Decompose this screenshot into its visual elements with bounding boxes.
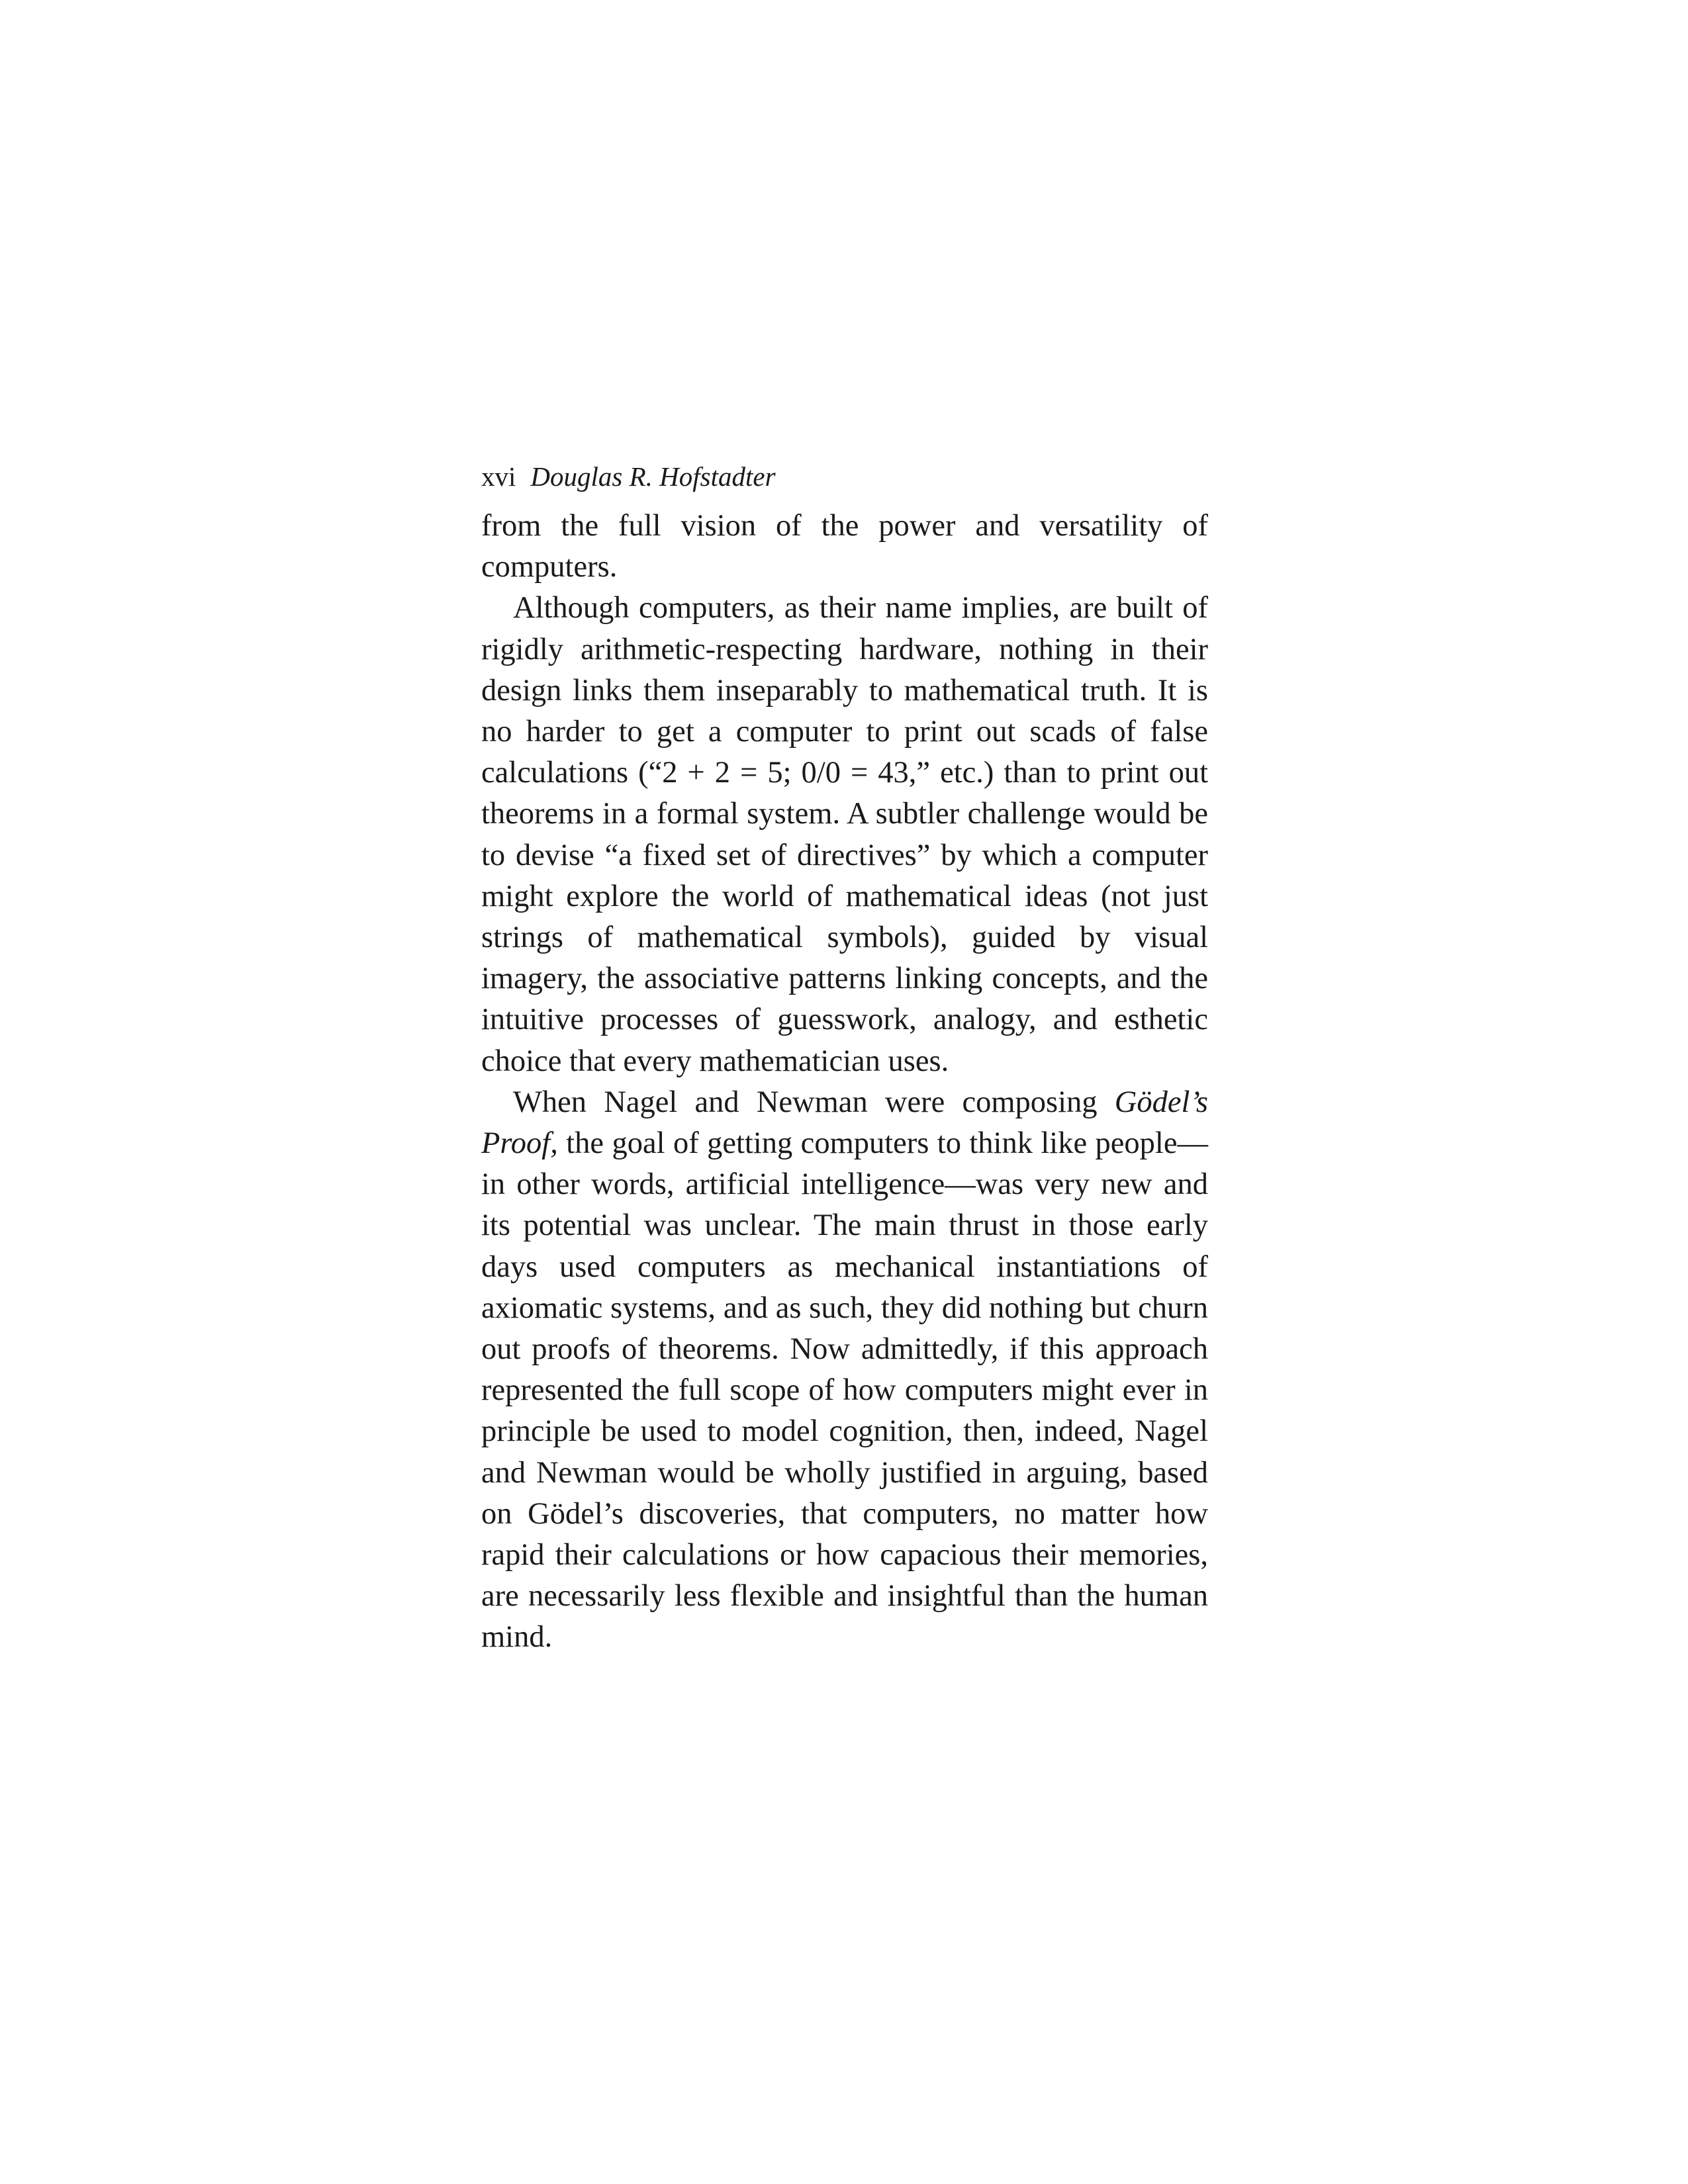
running-head-author: Douglas R. Hofstadter	[530, 461, 776, 492]
page-number: xvi	[481, 461, 516, 492]
book-title: Gödel’s Proof,	[481, 1085, 1208, 1161]
paragraph-lead: When Nagel and Newman were composing	[513, 1085, 1115, 1119]
paragraph-nagel-newman	[481, 1082, 1208, 1659]
paragraph-computers-arithmetic: Although computers, as their name implies, are built of rigidly arithmetic-respecting hardware, nothing in their design links them inseparably to mathematical truth. It is no harder to get a computer to print out scads of false calculations (“2 + 2 = 5; 0/0 = 43,” etc.) than to print out theorems in a formal system. A subtler challenge would be to devise “a fixed set of directives” by which a computer might explore the world of mathematical ideas (not just strings of mathematical symbols), guided by visual imagery, the associative patterns linking concepts, and the intuitive processes of guesswork, analogy, and esthetic choice that every mathematician uses.	[481, 591, 1208, 1078]
paragraph-rest: the goal of getting computers to think like people—in other words, artificial intelligence—was very new and its potential was unclear. The main thrust in those early days used computers as mechanical instantiations of axiomatic systems, and as such, they did nothing but churn out proofs of theorems. Now admittedly, if this approach represented the full scope of how computers might ever in principle be used to model cognition, then, indeed, Nagel and Newman would be wholly justified in arguing, based on Gödel’s discoveries, that computers, no matter how rapid their calculations or how capacious their memories, are necessarily less flexible and insightful than the human mind.	[481, 1126, 1208, 1655]
book-page	[481, 457, 1208, 1659]
body-text	[481, 506, 1208, 1659]
paragraph-continuation: from the full vision of the power and versatility of computers.	[481, 509, 1208, 584]
running-head	[481, 457, 1208, 506]
